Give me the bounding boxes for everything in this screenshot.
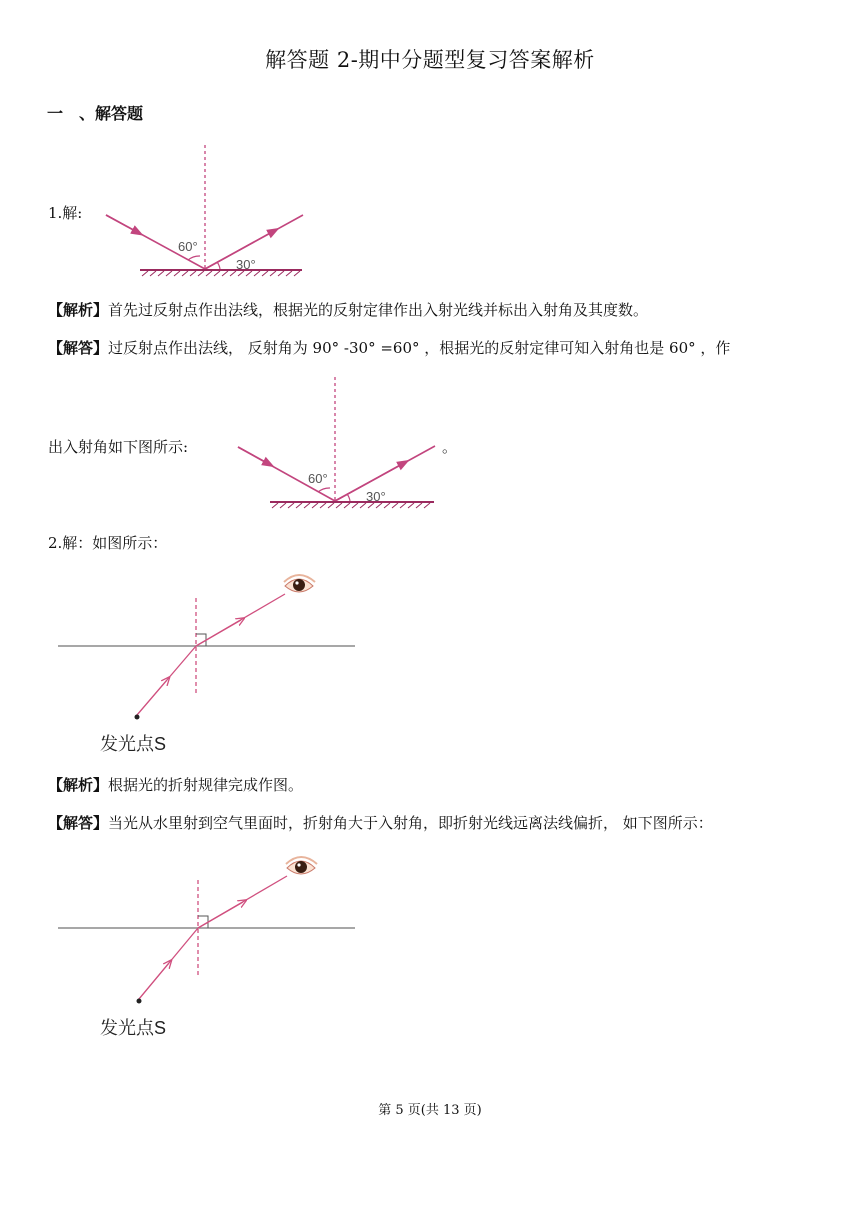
eye-icon [286, 857, 317, 874]
incident-arrow [137, 680, 167, 715]
angle-arc-left [318, 488, 330, 492]
q2-analysis [48, 775, 303, 795]
angle-label-30: 30° [236, 257, 256, 272]
section-heading: 一 、解答题 [47, 104, 144, 123]
refraction-diagram-1 [55, 570, 365, 760]
q1-answer-end: 。 [442, 438, 458, 456]
q1-label: 1.解: [48, 204, 83, 222]
answer-text: 当光从水里射到空气里面时，折射角大于入射角，即折射光线远离法线偏折， 如下图所示： [108, 814, 713, 832]
angle-label-60: 60° [308, 471, 328, 486]
incident-arrow [139, 963, 169, 999]
analysis-text: 根据光的折射规律完成作图。 [108, 776, 304, 794]
refraction-diagram-2 [55, 852, 365, 1042]
analysis-tag: 【解析】 [48, 776, 109, 794]
refracted-arrow [196, 620, 241, 646]
answer-text: 过反射点作出法线， 反射角为 90° -30° =60° ，根据光的反射定律可知入射角也是 60° ，作 [108, 339, 731, 357]
angle-arc-right [347, 494, 350, 501]
q1-analysis [48, 300, 648, 320]
angle-arc-left [188, 256, 200, 260]
source-point [135, 715, 140, 720]
source-point [137, 999, 142, 1004]
angle-label-30: 30° [366, 489, 386, 504]
page-footer: 第 5 页(共 13 页) [378, 1103, 482, 1118]
q2-label: 2.解：如图所示： [48, 534, 168, 552]
answer-tag: 【解答】 [48, 339, 109, 357]
analysis-text: 首先过反射点作出法线，根据光的反射定律作出入射光线并标出入射角及其度数。 [108, 301, 649, 319]
reflection-diagram-2 [232, 375, 442, 515]
q1-answer [48, 338, 730, 358]
page-title: 解答题 2-期中分题型复习答案解析 [265, 48, 595, 72]
right-angle-mark [196, 634, 206, 646]
incident-arrow [106, 215, 138, 233]
angle-label-60: 60° [178, 239, 198, 254]
source-label: 发光点S [100, 734, 167, 754]
reflection-diagram-1 [100, 143, 310, 283]
refracted-arrow [198, 902, 243, 928]
mirror-hatching [142, 271, 300, 276]
eye-icon [284, 575, 315, 592]
source-label: 发光点S [100, 1018, 167, 1038]
q1-answer-continuation: 出入射角如下图所示: [48, 438, 189, 456]
angle-arc-right [217, 262, 220, 269]
incident-arrow [238, 447, 269, 464]
answer-tag: 【解答】 [48, 814, 109, 832]
right-angle-mark [198, 916, 208, 928]
mirror-hatching [272, 503, 430, 508]
analysis-tag: 【解析】 [48, 301, 109, 319]
q2-answer [48, 813, 713, 833]
